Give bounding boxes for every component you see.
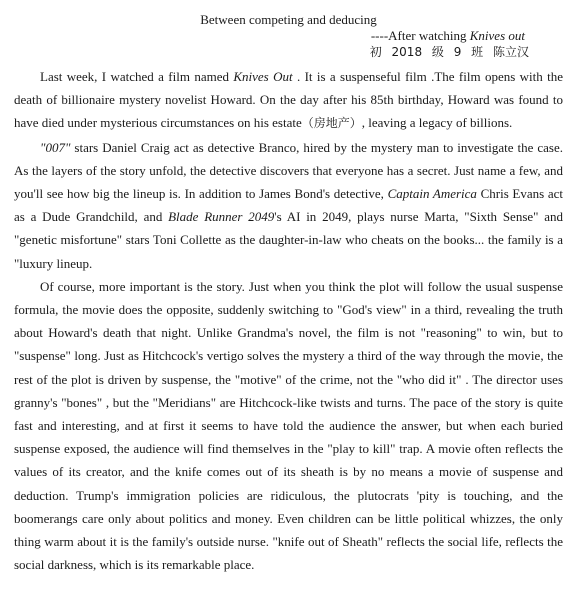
author-line: [14, 44, 563, 61]
p2-text-b: stars Daniel Craig act as detective Branco, hired by the mystery man to investigate the case. As the layers of the story unfold, the detective discovers that everyone has a secret. Just name a few, and you'll see how big the lineup is. In addition to James Bond's detective,: [14, 139, 563, 202]
author-class: 初 2018 级 9 班: [369, 45, 484, 59]
paragraph-2: [14, 136, 563, 275]
subtitle-prefix: ----After watching: [370, 28, 470, 43]
p1-text-a: Last week, I watched a film named: [40, 69, 234, 84]
document-subtitle: [14, 28, 563, 44]
p1-film-title: Knives Out: [233, 69, 293, 84]
paragraph-3: Of course, more important is the story. Just when you think the plot will follow the usual suspense formula, the movie does the opposite, suddenly switching to "God's view" in a third, revealing the truth about Howard's death that night. Unlike Grandma's novel, the film is not "reasoning" to win, but to "suspense" long. Just as Hitchcock's vertigo solves the mystery a third of the way through the movie, the rest of the plot is driven by suspense, the "motive" of the crime, not the "who did it" . The director uses granny's "bones" , but the "Meridians" are Hitchcock-like twists and turns. The pace of the story is quite fast and interesting, and at first it seems to have told the audience the answer, but when each buried suspense exposed, the audience will find themselves in the "play to kill" trap. A movie often reflects the values of its creator, and the knife comes out of its sheath is by no means a movie of suspense and deduction. Trump's immigration policies are ridiculous, the plutocrats 'pity is touching, and the boomerangs care only about politics and money. Even children can be little political whizzes, the only thing warm about it is the family's outside nurse. "knife out of Sheath" reflects the social life, reflects the social darkness, which is its remarkable place.: [14, 278, 563, 573]
p1-cjk-gloss: （房地产）: [301, 116, 362, 131]
p2-007: "007": [40, 139, 71, 155]
subtitle-work-title: Knives out: [469, 28, 525, 43]
p2-text-f: 's AI in 2049, plays nurse Marta, "Sixth Sense" and "genetic misfortune" stars Toni Collette as the daughter-in-law who cheats on the books... the family is a "luxury lineup.: [14, 209, 563, 271]
author-name: 陈立汉: [492, 45, 529, 59]
p1-text-c: . It is a suspenseful film .The film opens with the death of billionaire mystery novelist Howard. On the day after his 85th birthday, Howard was found to have died under mysterious circumstances on his estate: [14, 69, 563, 131]
p2-text-d: Chris Evans act as a Dude Grandchild, and: [14, 186, 564, 225]
p1-text-e: , leaving a legacy of billions.: [361, 115, 513, 131]
paragraph-1: [14, 65, 563, 136]
p2-captain-america: Captain America: [387, 186, 477, 202]
document-title: Between competing and deducing: [200, 12, 377, 27]
p2-blade-runner: Blade Runner 2049: [168, 209, 275, 225]
